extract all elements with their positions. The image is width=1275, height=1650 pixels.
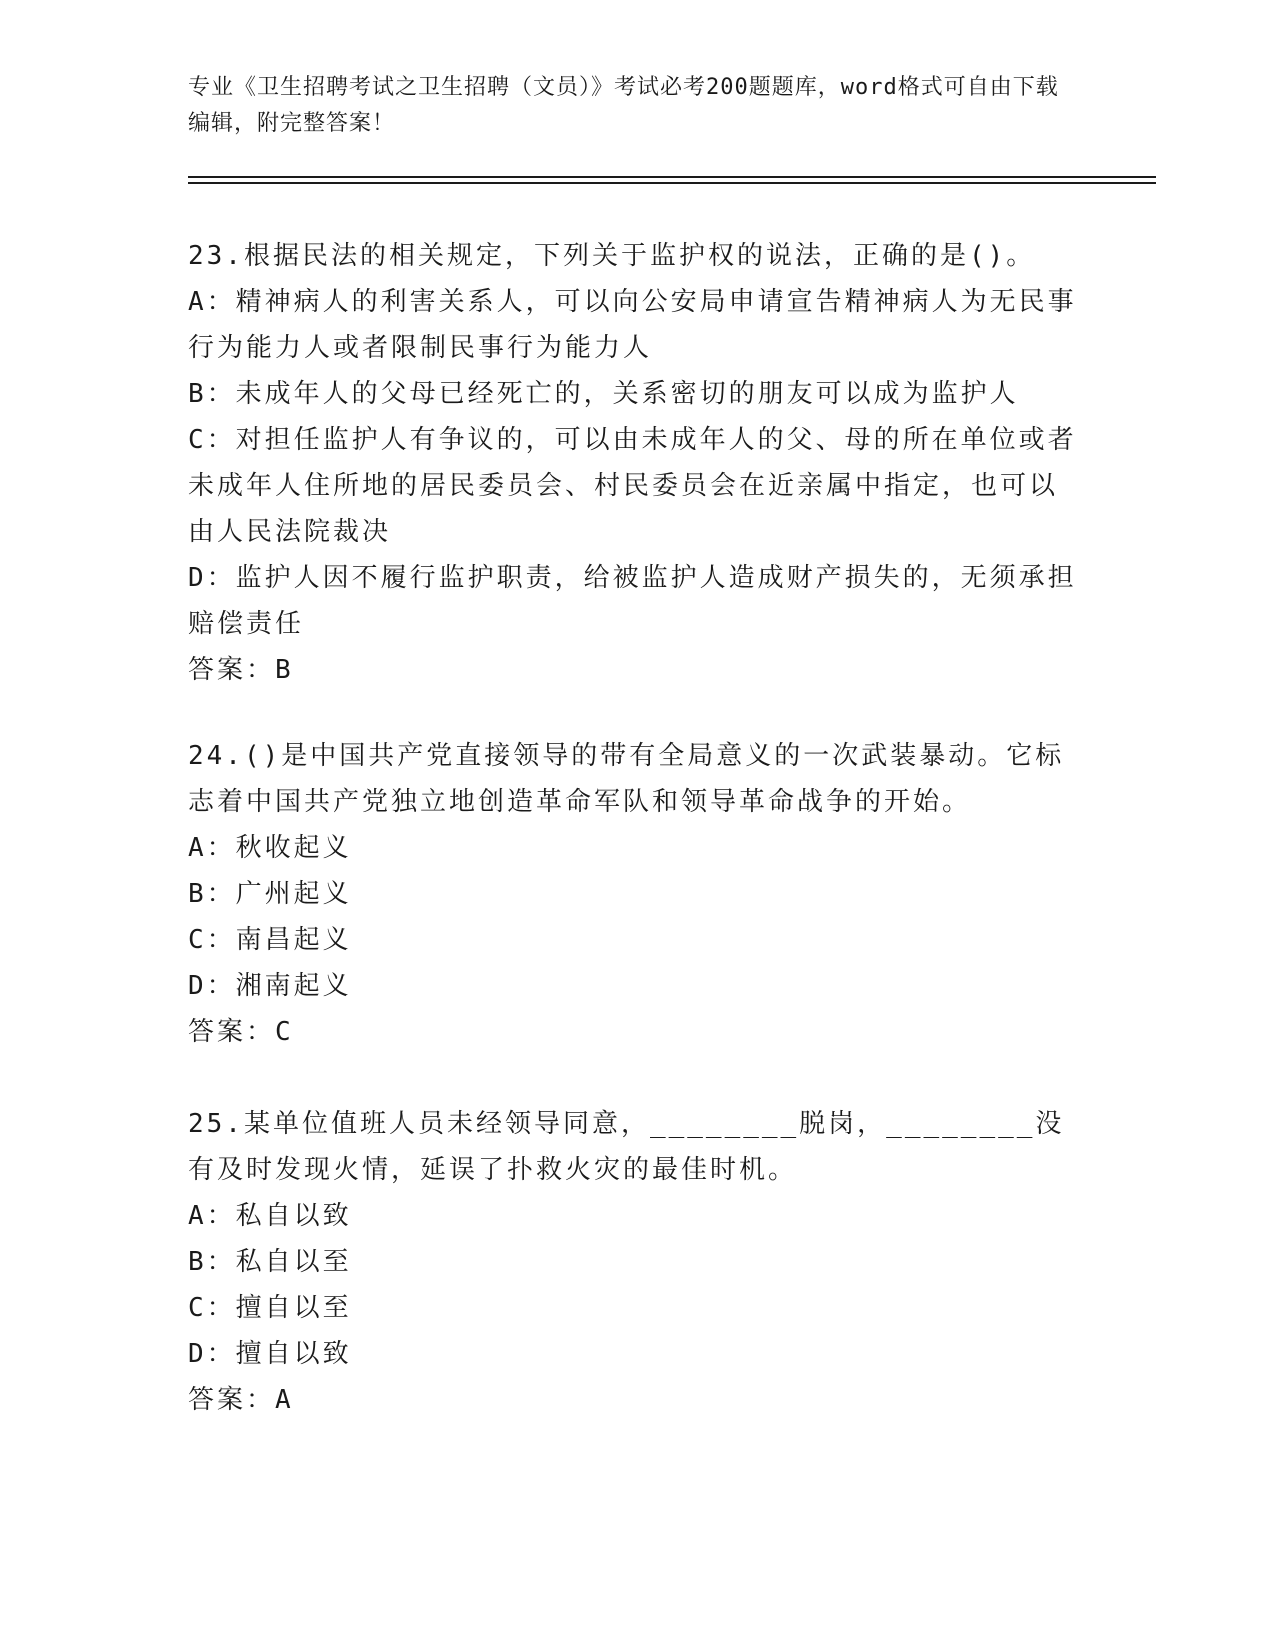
option-c: C：对担任监护人有争议的，可以由未成年人的父、母的所在单位或者未成年人住所地的居民委员会、村民委员会在近亲属中指定，也可以由人民法院裁决 bbox=[188, 425, 1077, 547]
option-c: C：南昌起义 bbox=[188, 925, 352, 955]
answer: 答案：B bbox=[188, 655, 294, 685]
question-24 bbox=[188, 733, 1078, 1055]
answer: 答案：A bbox=[188, 1385, 294, 1415]
header-divider-top bbox=[188, 176, 1156, 178]
header-text: 专业《卫生招聘考试之卫生招聘（文员）》考试必考200题题库，word格式可自由下载编辑，附完整答案！ bbox=[188, 75, 1059, 136]
question-23 bbox=[188, 233, 1078, 693]
answer: 答案：C bbox=[188, 1017, 294, 1047]
option-a: A：秋收起义 bbox=[188, 833, 352, 863]
option-b: B：私自以至 bbox=[188, 1247, 352, 1277]
option-d: D：湘南起义 bbox=[188, 971, 352, 1001]
question-stem: 23.根据民法的相关规定，下列关于监护权的说法，正确的是()。 bbox=[188, 241, 1036, 271]
option-a: A：精神病人的利害关系人，可以向公安局申请宣告精神病人为无民事行为能力人或者限制民事行为能力人 bbox=[188, 287, 1077, 363]
option-a: A：私自以致 bbox=[188, 1201, 352, 1231]
option-c: C：擅自以至 bbox=[188, 1293, 352, 1323]
option-b: B：广州起义 bbox=[188, 879, 352, 909]
header-divider-bottom bbox=[188, 182, 1156, 184]
option-d: D：监护人因不履行监护职责，给被监护人造成财产损失的，无须承担赔偿责任 bbox=[188, 563, 1077, 639]
document-header bbox=[188, 70, 1068, 142]
question-stem: 25.某单位值班人员未经领导同意，________脱岗，________没有及时发现火情，延误了扑救火灾的最佳时机。 bbox=[188, 1109, 1065, 1185]
question-stem: 24.()是中国共产党直接领导的带有全局意义的一次武装暴动。它标志着中国共产党独立地创造革命军队和领导革命战争的开始。 bbox=[188, 741, 1065, 817]
option-d: D：擅自以致 bbox=[188, 1339, 352, 1369]
option-b: B：未成年人的父母已经死亡的，关系密切的朋友可以成为监护人 bbox=[188, 379, 1019, 409]
question-25 bbox=[188, 1101, 1078, 1423]
